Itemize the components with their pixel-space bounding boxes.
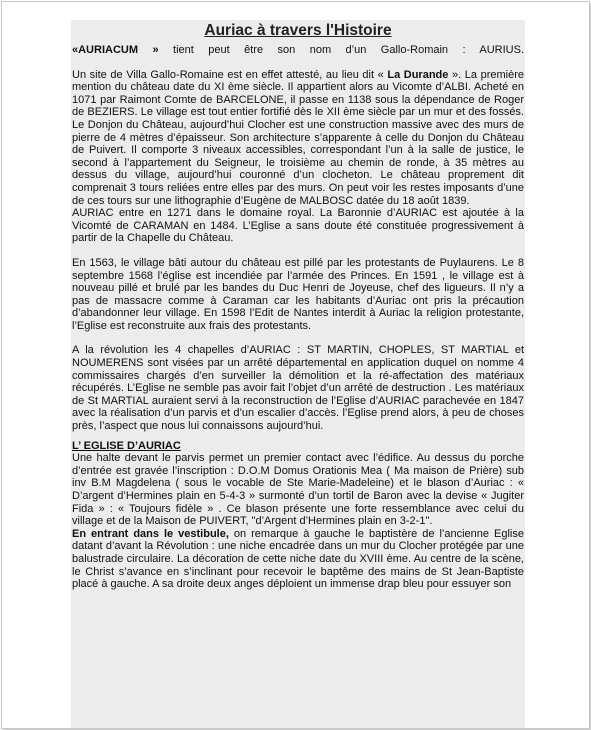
section-title-eglise: L’ EGLISE D’AURIAC	[72, 439, 181, 452]
window-frame	[1, 1, 590, 729]
paragraph-domaine-royal: AURIAC entre en 1271 dans le domaine royal. La Baronnie d’AURIAC est ajoutée à la Vicomté de CARAMAN en 1484. L’Eglise a sans doute été constituée progressivement à partir de la Chapelle du Château.	[72, 207, 524, 245]
intro-bold: «AURIACUM »	[72, 44, 159, 56]
vestibule-bold: En entrant dans le vestibule,	[72, 527, 229, 540]
intro-text: tient peut être son nom d’un Gallo-Romain : AURIUS.	[158, 44, 524, 56]
document-page	[71, 20, 525, 728]
p1-rest: ». La première mention du château date du XI ème siècle. Il appartient alors au Vicomte d’ALBI. Acheté en 1071 par Raimont Comte de BARCELONE, il passe en 1138 sous la dépendance de Roger de BEZIERS. Le village est tout entier fortifié dès le XII ème siècle par un mur et des fossés. Le Donjon du Château, aujourd’hui Clocher est une construction massive avec des murs de pierre de 4 mètres d’épaisseur. Son architecture s’apparente à celle du Donjon du Château de Puivert. Il comporte 3 niveaux accessibles, correspondant l’un à la salle de justice, le second à l’appartement du Seigneur, le troisième au chemin de ronde, à 35 mètres au dessus du village, aujourd’hui couronné d’un clocheton. Le château proprement dit comprenait 3 tours reliées entre elles par des murs. On peut voir les restes imposants d’une de ces tours sur une lithographie d’Eugène de MALBOSC datée du 18 août 1839.	[72, 68, 524, 207]
p1-bold-durande: La Durande	[387, 68, 449, 81]
p1-start: Un site de Villa Gallo-Romaine est en effet attesté, au lieu dit «	[72, 68, 384, 81]
intro-paragraph	[72, 44, 524, 57]
page-title: Auriac à travers l'Histoire	[204, 22, 392, 39]
paragraph-vestibule	[72, 528, 524, 591]
paragraph-1563: En 1563, le village bâti autour du château est pillé par les protestants de Puylaurens. Le 8 septembre 1568 l’église est incendiée par l’armée des Princes. En 1591 , le village est à nouveau pillé et brulé par les bandes du Duc Henri de Joyeuse, chef des ligueurs. Il n’y a pas de massacre comme à Caraman car les habitants d’Auriac ont pris la précaution d’abandonner leur village. En 1598 l’Edit de Nantes interdit à Auriac la religion protestante, l’Eglise est reconstruite aux frais des protestants.	[72, 256, 524, 332]
document-content	[71, 20, 525, 591]
vestibule-text: on remarque à gauche le baptistère de l’ancienne Eglise datant d’avant la Révolution : une niche encadrée dans un mur du Clocher protégée par une balustrade circulaire. La décoration de cette niche date du XVIII ème. Au centre de la scène, le Christ s’avance en s’inclinant pour recevoir le baptême des mains de St Jean-Baptiste placé à gauche. A sa droite deux anges déploient un immense drap bleu pour essuyer son	[72, 527, 524, 591]
paragraph-durande	[72, 69, 524, 208]
paragraph-revolution: A la révolution les 4 chapelles d’AURIAC : ST MARTIN, CHOPLES, ST MARTIAL et NOUMERENS sont visées par un arrêté départemental en application duquel on nomme 4 commissaires chargés d’en surveiller la démolition et la ré-affectation des matériaux récupérés. L’Eglise ne semble pas avoir fait l’objet d’un arrêté de destruction . Les matériaux de St MARTIAL auraient servi à la reconstruction de l’Eglise d’AURIAC parachevée en 1847 avec la réalisation d’un parvis et d’un escalier d’accès. l’Eglise prend alors, à peu de choses près, l’aspect que nous lui connaissons aujourd’hui.	[72, 344, 524, 433]
paragraph-parvis: Une halte devant le parvis permet un premier contact avec l’édifice. Au dessus du porche d’entrée est gravée l’inscription : D.O.M Domus Orationis Mea ( Ma maison de Prière) sub inv B.M Magdelena ( sous le vocable de Ste Marie-Madeleine) et le blason d’Auriac : « D’argent d’Hermines plain en 5-4-3 » surmonté d’un tortil de Baron avec la devise « Jugiter Fida » : « Toujours fidèle » . Ce blason présente une forte ressemblance avec celui du village et de la Maison de PUIVERT, "d’Argent d’Hermines plain en 3-2-1".	[72, 452, 524, 528]
